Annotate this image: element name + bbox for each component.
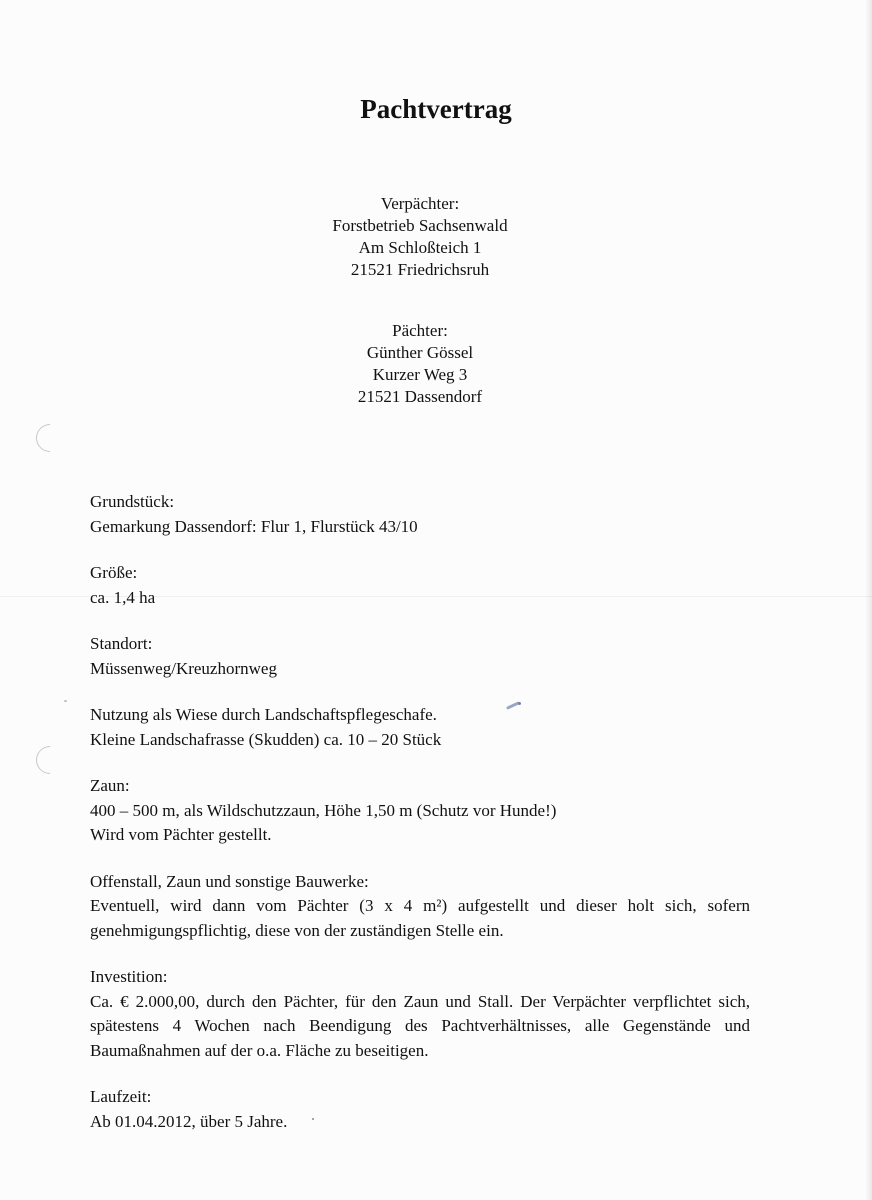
lessee-heading: Pächter: — [392, 321, 448, 340]
structures-label: Offenstall, Zaun und sonstige Bauwerke: — [90, 871, 369, 891]
term-value: Ab 01.04.2012, über 5 Jahre. — [90, 1111, 288, 1131]
structures-text: Eventuell, wird dann vom Pächter (3 x 4 m²) aufgestellt und dieser holt sich, sofern genehmigungspflichtig, diese von der zuständigen Stelle ein. — [90, 896, 750, 940]
lessee-city: 21521 Dassendorf — [357, 387, 483, 406]
investment-section — [90, 965, 750, 1063]
punch-hole-top — [30, 418, 70, 458]
size-section — [90, 561, 750, 610]
usage-line-2: Kleine Landschafrasse (Skudden) ca. 10 – 20 Stück — [90, 729, 442, 749]
property-value: Gemarkung Dassendorf: Flur 1, Flurstück 43/10 — [90, 516, 418, 536]
ink-dot — [518, 702, 521, 705]
lessee-block — [220, 320, 620, 408]
usage-line-1: Nutzung als Wiese durch Landschaftspflegeschafe. — [90, 705, 437, 724]
term-section — [90, 1085, 750, 1134]
lessor-block — [220, 193, 620, 281]
structures-section — [90, 870, 750, 944]
investment-label: Investition: — [90, 967, 168, 986]
size-value: ca. 1,4 ha — [90, 587, 156, 607]
page-edge — [866, 0, 872, 1200]
term-label: Laufzeit: — [90, 1087, 152, 1106]
fence-section — [90, 774, 750, 848]
fence-line-2: Wird vom Pächter gestellt. — [90, 825, 272, 844]
document-title: Pachtvertrag — [360, 94, 512, 124]
location-label: Standort: — [90, 634, 153, 653]
lessor-name: Forstbetrieb Sachsenwald — [332, 216, 508, 235]
size-label: Größe: — [90, 563, 138, 582]
location-value: Müssenweg/Kreuzhornweg — [90, 658, 277, 678]
lessee-street: Kurzer Weg 3 — [372, 365, 468, 384]
property-section — [90, 490, 750, 539]
property-label: Grundstück: — [90, 492, 175, 511]
ink-dot — [312, 1118, 314, 1120]
usage-section — [90, 703, 750, 752]
lessee-name: Günther Gössel — [366, 343, 474, 362]
lessor-city: 21521 Friedrichsruh — [350, 260, 490, 279]
location-section — [90, 632, 750, 681]
lessor-heading: Verpächter: — [380, 194, 460, 213]
investment-text: Ca. € 2.000,00, durch den Pächter, für den Zaun und Stall. Der Verpächter verpflichtet sich, spätestens 4 Wochen nach Beendigung des Pachtverhältnisses, alle Gegenstände und Baumaßnahmen auf der o.a. Fläche zu beseitigen. — [90, 991, 750, 1060]
lessor-street: Am Schloßteich 1 — [358, 238, 482, 257]
punch-hole-bottom — [30, 740, 70, 780]
ink-dot — [64, 700, 67, 702]
contract-terms — [90, 490, 750, 1134]
fence-line-1: 400 – 500 m, als Wildschutzzaun, Höhe 1,50 m (Schutz vor Hunde!) — [90, 800, 557, 820]
fence-label: Zaun: — [90, 776, 130, 795]
